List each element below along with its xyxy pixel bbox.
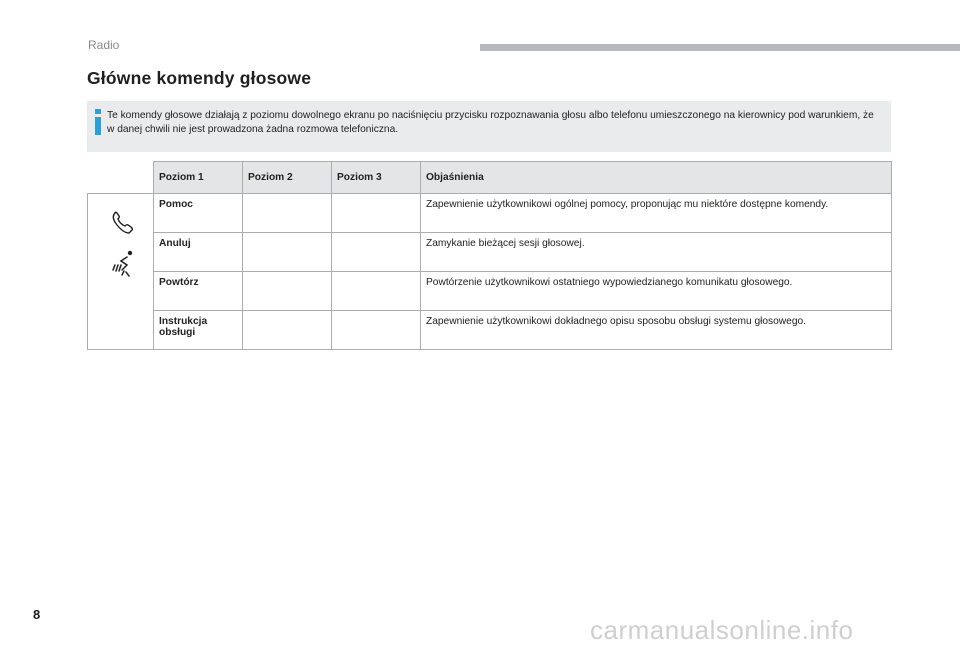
cell-level-3 [332,233,421,272]
header-bar [480,44,960,51]
icon-column-header [88,162,154,194]
cell-level-1: Anuluj [154,233,243,272]
table-row [88,311,892,350]
info-text: Te komendy głosowe działają z poziomu dowolnego ekranu po naciśnięciu przycisku rozpoznawania głosu albo telefonu umieszczonego na kierownicy pod warunkiem, że w danej chwili nie jest prowadzona żadna rozmowa telefoniczna. [107,110,874,135]
header-level-3: Poziom 3 [332,162,421,194]
voice-commands-table [87,161,892,350]
voice-command-icon [113,251,132,276]
watermark: carmanualsonline.info [590,615,854,645]
section-label: Radio [88,38,120,52]
cell-level-3 [332,311,421,350]
page-number: 8 [33,607,41,622]
cell-level-2 [243,311,332,350]
icon-group [93,199,159,299]
cell-level-1: Pomoc [154,194,243,233]
info-icon [95,109,101,135]
cell-level-2 [243,233,332,272]
header-level-1: Poziom 1 [154,162,243,194]
header-level-2: Poziom 2 [243,162,332,194]
table-row [88,233,892,272]
cell-explanation: Powtórzenie użytkownikowi ostatniego wypowiedzianego komunikatu głosowego. [421,272,892,311]
cell-level-2 [243,194,332,233]
table-row [88,272,892,311]
header-explanation: Objaśnienia [421,162,892,194]
cell-explanation: Zamykanie bieżącej sesji głosowej. [421,233,892,272]
phone-icon [113,212,132,233]
page-title: Główne komendy głosowe [87,68,312,88]
cell-level-1: Instrukcja obsługi [154,311,243,350]
icon-cell [88,194,154,350]
cell-level-3 [332,194,421,233]
cell-explanation: Zapewnienie użytkownikowi dokładnego opisu sposobu obsługi systemu głosowego. [421,311,892,350]
table-header-row [88,162,892,194]
cell-explanation: Zapewnienie użytkownikowi ogólnej pomocy, proponując mu niektóre dostępne komendy. [421,194,892,233]
cell-level-2 [243,272,332,311]
table-row [88,194,892,233]
cell-level-1: Powtórz [154,272,243,311]
info-box [87,101,891,152]
cell-level-3 [332,272,421,311]
